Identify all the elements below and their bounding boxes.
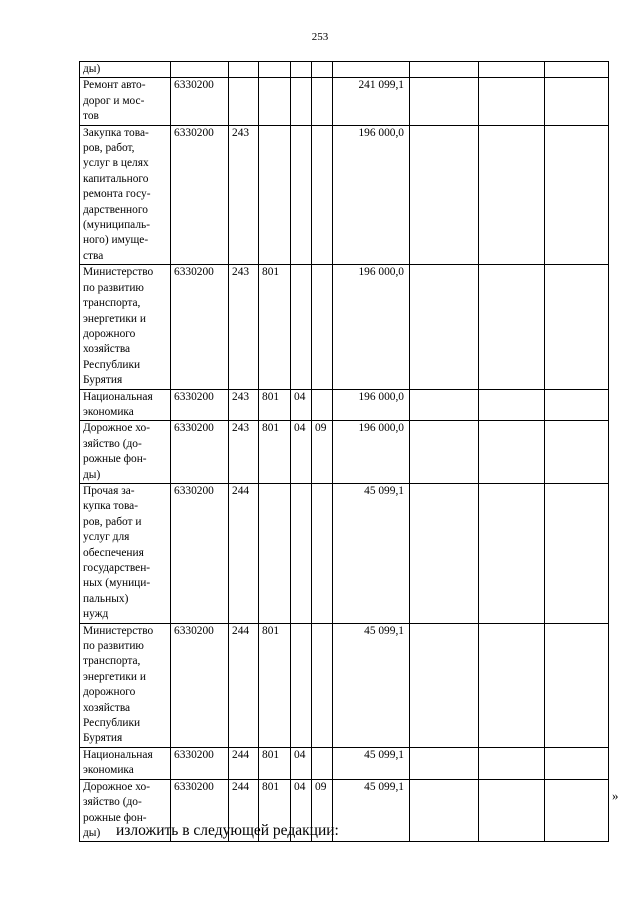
- cell-amount: 241 099,1: [333, 78, 410, 125]
- cell-extra-col-3: [545, 62, 609, 78]
- cell-target-code: 6330200: [171, 779, 229, 842]
- cell-section: [291, 265, 312, 389]
- cell-ministry-code: [259, 125, 291, 265]
- cell-extra-col-2: [479, 483, 545, 623]
- cell-expense-type: 244: [229, 779, 259, 842]
- cell-amount: 196 000,0: [333, 265, 410, 389]
- cell-target-code: 6330200: [171, 623, 229, 747]
- cell-section: [291, 483, 312, 623]
- cell-amount: 45 099,1: [333, 623, 410, 747]
- cell-subsection: [312, 389, 333, 421]
- cell-extra-col-2: [479, 125, 545, 265]
- cell-subsection: 09: [312, 779, 333, 842]
- table-row: [80, 125, 609, 265]
- cell-target-code: 6330200: [171, 421, 229, 484]
- cell-amount: 45 099,1: [333, 747, 410, 779]
- cell-name: Дорожное хо- зяйство (до- рожные фон- ды): [80, 779, 171, 842]
- cell-target-code: [171, 62, 229, 78]
- table-row: [80, 62, 609, 78]
- cell-extra-col-1: [410, 78, 479, 125]
- cell-expense-type: 243: [229, 389, 259, 421]
- cell-extra-col-1: [410, 389, 479, 421]
- cell-extra-col-2: [479, 78, 545, 125]
- cell-expense-type: [229, 78, 259, 125]
- cell-extra-col-1: [410, 62, 479, 78]
- cell-subsection: [312, 125, 333, 265]
- cell-section: [291, 125, 312, 265]
- cell-name: Закупка това- ров, работ, услуг в целях капитального ремонта госу- дарственного (муниципаль- ного) имуще- ства: [80, 125, 171, 265]
- cell-extra-col-1: [410, 779, 479, 842]
- table-row: [80, 78, 609, 125]
- table-row: [80, 389, 609, 421]
- cell-expense-type: 244: [229, 623, 259, 747]
- cell-subsection: [312, 265, 333, 389]
- cell-extra-col-1: [410, 421, 479, 484]
- cell-ministry-code: 801: [259, 265, 291, 389]
- cell-extra-col-2: [479, 747, 545, 779]
- cell-amount: 45 099,1: [333, 483, 410, 623]
- cell-extra-col-1: [410, 265, 479, 389]
- cell-subsection: [312, 78, 333, 125]
- cell-extra-col-2: [479, 623, 545, 747]
- cell-section: 04: [291, 779, 312, 842]
- cell-expense-type: 243: [229, 265, 259, 389]
- table-row: [80, 623, 609, 747]
- cell-amount: 45 099,1: [333, 779, 410, 842]
- cell-section: 04: [291, 421, 312, 484]
- cell-ministry-code: [259, 78, 291, 125]
- cell-expense-type: 243: [229, 125, 259, 265]
- cell-extra-col-2: [479, 779, 545, 842]
- cell-extra-col-3: [545, 747, 609, 779]
- table-row: [80, 747, 609, 779]
- cell-name: Национальная экономика: [80, 389, 171, 421]
- budget-table: [79, 61, 609, 842]
- cell-extra-col-3: [545, 125, 609, 265]
- cell-section: [291, 78, 312, 125]
- cell-ministry-code: 801: [259, 389, 291, 421]
- cell-section: 04: [291, 389, 312, 421]
- cell-section: [291, 62, 312, 78]
- cell-name: Национальная экономика: [80, 747, 171, 779]
- cell-amount: 196 000,0: [333, 389, 410, 421]
- table-row: [80, 265, 609, 389]
- cell-name: Ремонт авто- дорог и мос- тов: [80, 78, 171, 125]
- table-row: [80, 421, 609, 484]
- cell-amount: [333, 62, 410, 78]
- cell-extra-col-3: [545, 389, 609, 421]
- cell-name: Министерство по развитию транспорта, энергетики и дорожного хозяйства Республики Бурятия: [80, 265, 171, 389]
- cell-amount: 196 000,0: [333, 125, 410, 265]
- page-number: 253: [311, 31, 329, 43]
- cell-target-code: 6330200: [171, 125, 229, 265]
- cell-extra-col-1: [410, 483, 479, 623]
- cell-expense-type: 244: [229, 747, 259, 779]
- cell-expense-type: 243: [229, 421, 259, 484]
- cell-extra-col-2: [479, 421, 545, 484]
- cell-extra-col-3: [545, 421, 609, 484]
- table-row: [80, 483, 609, 623]
- cell-extra-col-3: [545, 483, 609, 623]
- cell-ministry-code: [259, 62, 291, 78]
- cell-expense-type: 244: [229, 483, 259, 623]
- cell-extra-col-2: [479, 389, 545, 421]
- cell-extra-col-3: [545, 623, 609, 747]
- closing-quote-mark: »: [612, 788, 619, 803]
- cell-subsection: 09: [312, 421, 333, 484]
- cell-subsection: [312, 483, 333, 623]
- cell-name: Министерство по развитию транспорта, энергетики и дорожного хозяйства Республики Бурятия: [80, 623, 171, 747]
- cell-target-code: 6330200: [171, 747, 229, 779]
- cell-name: ды): [80, 62, 171, 78]
- cell-subsection: [312, 623, 333, 747]
- cell-section: [291, 623, 312, 747]
- continuation-text: изложить в следующей редакции:: [116, 822, 339, 839]
- cell-ministry-code: [259, 483, 291, 623]
- cell-subsection: [312, 62, 333, 78]
- cell-ministry-code: 801: [259, 779, 291, 842]
- cell-extra-col-2: [479, 62, 545, 78]
- cell-ministry-code: 801: [259, 623, 291, 747]
- cell-subsection: [312, 747, 333, 779]
- cell-target-code: 6330200: [171, 265, 229, 389]
- cell-extra-col-2: [479, 265, 545, 389]
- cell-ministry-code: 801: [259, 421, 291, 484]
- cell-target-code: 6330200: [171, 389, 229, 421]
- cell-name: Дорожное хо- зяйство (до- рожные фон- ды): [80, 421, 171, 484]
- cell-section: 04: [291, 747, 312, 779]
- cell-amount: 196 000,0: [333, 421, 410, 484]
- cell-extra-col-1: [410, 125, 479, 265]
- cell-extra-col-1: [410, 623, 479, 747]
- cell-extra-col-1: [410, 747, 479, 779]
- cell-extra-col-3: [545, 779, 609, 842]
- cell-ministry-code: 801: [259, 747, 291, 779]
- cell-name: Прочая за- купка това- ров, работ и услуг для обеспечения государствен- ных (муници- пальных) нужд: [80, 483, 171, 623]
- cell-extra-col-3: [545, 78, 609, 125]
- cell-target-code: 6330200: [171, 483, 229, 623]
- cell-target-code: 6330200: [171, 78, 229, 125]
- cell-expense-type: [229, 62, 259, 78]
- cell-extra-col-3: [545, 265, 609, 389]
